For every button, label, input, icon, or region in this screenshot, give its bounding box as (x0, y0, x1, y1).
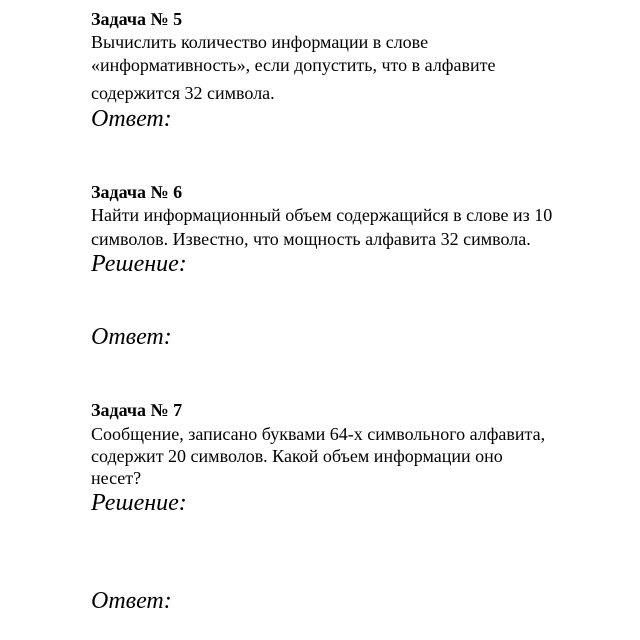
task-5-text-line-1: Вычислить количество информации в слове (91, 32, 429, 52)
task-7-text-line-3: несет? (91, 468, 142, 488)
task-6-answer-label: Ответ: (91, 324, 172, 350)
task-6-text-line-2: символов. Известно, что мощность алфавита 32 символа. (91, 229, 531, 249)
task-7-title: Задача № 7 (91, 400, 183, 420)
task-5-text-line-2: «информативность», если допустить, что в алфавите (91, 55, 496, 75)
task-6-text-line-1: Найти информационный объем содержащийся в слове из 10 (91, 205, 553, 225)
task-7-answer-label: Ответ: (91, 588, 172, 614)
task-5-title: Задача № 5 (91, 9, 183, 29)
task-5-answer-label: Ответ: (91, 106, 172, 132)
task-7-solution-label: Решение: (91, 490, 187, 516)
task-5-text-line-3: содержится 32 символа. (91, 83, 275, 103)
task-6-solution-label: Решение: (91, 251, 187, 277)
task-7-text-line-1: Сообщение, записано буквами 64-х символьного алфавита, (91, 424, 546, 444)
task-7-text-line-2: содержит 20 символов. Какой объем информации оно (91, 446, 503, 466)
task-6-title: Задача № 6 (91, 182, 183, 202)
